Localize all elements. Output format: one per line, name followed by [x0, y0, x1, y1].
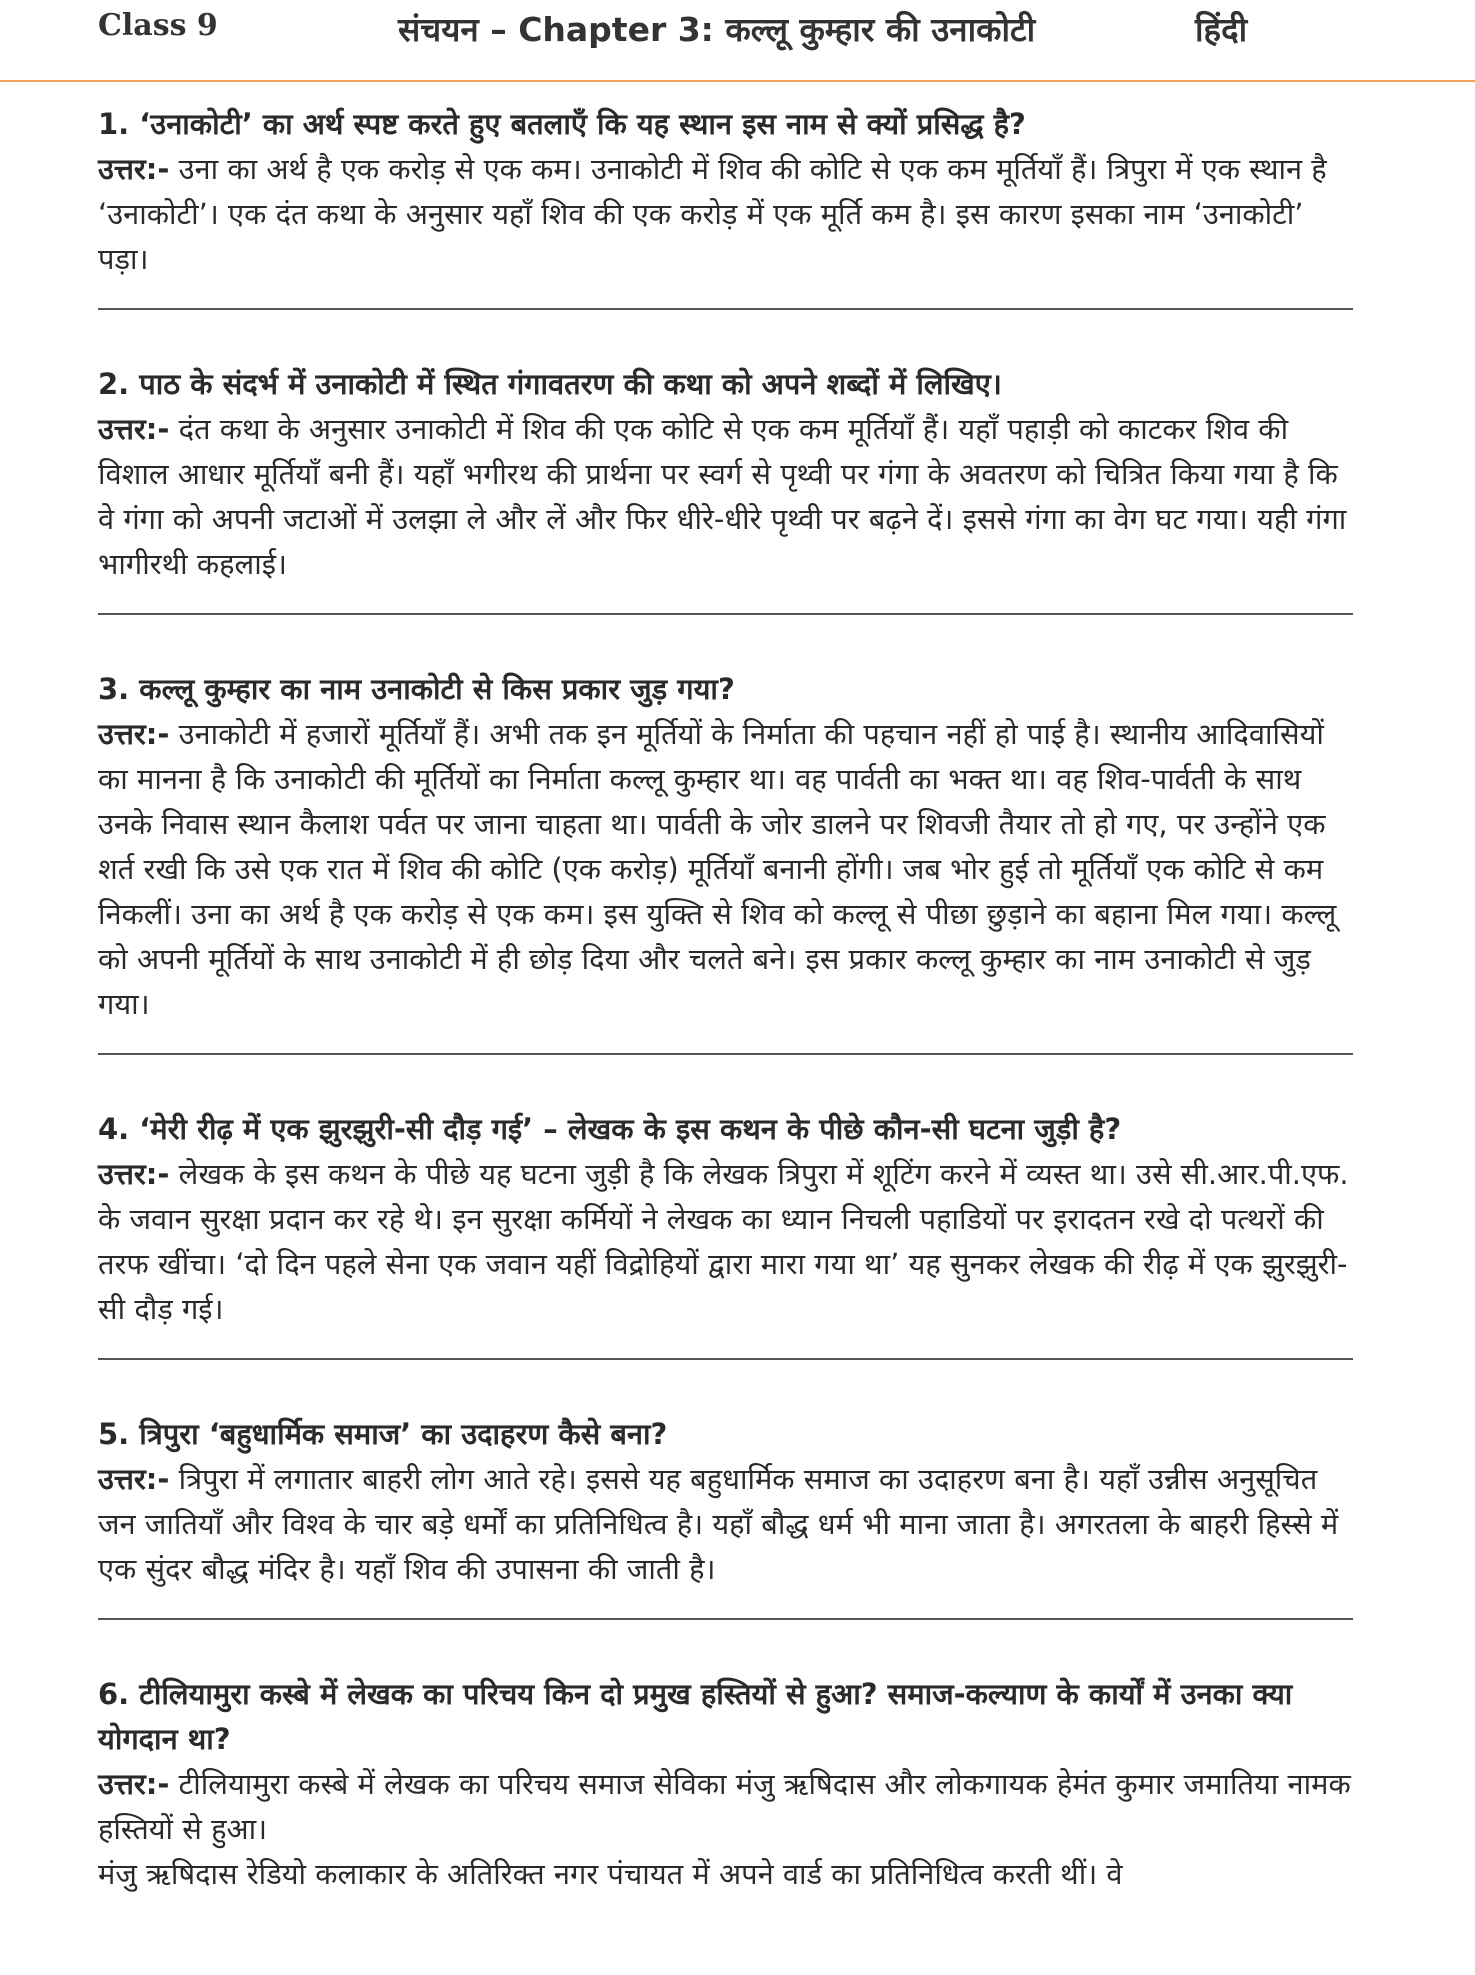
qa-item: [98, 346, 1353, 615]
answer-text: [98, 1152, 1353, 1332]
question-text: 3. कल्लू कुम्हार का नाम उनाकोटी से किस प्रकार जुड़ गया?: [98, 672, 735, 706]
answer-label: उत्तर:-: [98, 152, 170, 186]
class-label: Class 9: [98, 8, 218, 43]
answer-text: [98, 1762, 1353, 1852]
answer-body: उनाकोटी में हजारों मूर्तियाँ हैं। अभी तक इन मूर्तियों के निर्माता की पहचान नहीं हो पाई है। स्थानीय आदिवासियों का मानना है कि उनाकोटी की मूर्तियों का निर्माता कल्लू कुम्हार था। वह पार्वती का भक्त था। वह शिव-पार्वती के साथ उनके निवास स्थान कैलाश पर्वत पर जाना चाहता था। पार्वती के जोर डालने पर शिवजी तैयार तो हो गए, पर उन्होंने एक शर्त रखी कि उसे एक रात में शिव की कोटि (एक करोड़) मूर्तियाँ बनानी होंगी। जब भोर हुई तो मूर्तियाँ एक कोटि से कम निकलीं। उना का अर्थ है एक करोड़ से एक कम। इस युक्ति से शिव को कल्लू से पीछा छुड़ाने का बहाना मिल गया। कल्लू को अपनी मूर्तियों के साथ उनाकोटी में ही छोड़ दिया और चलते बने। इस प्रकार कल्लू कुम्हार का नाम उनाकोटी से जुड़ गया।: [98, 717, 1337, 1021]
qa-list: [98, 86, 1353, 1959]
question-text: 4. ‘मेरी रीढ़ में एक झुरझुरी-सी दौड़ गई’ – लेखक के इस कथन के पीछे कौन-सी घटना जुड़ी है?: [98, 1112, 1122, 1146]
question-text: 2. पाठ के संदर्भ में उनाकोटी में स्थित गंगावतरण की कथा को अपने शब्दों में लिखिए।: [98, 367, 1002, 401]
subject-label: हिंदी: [1195, 10, 1248, 49]
answer-body: त्रिपुरा में लगातार बाहरी लोग आते रहे। इससे यह बहुधार्मिक समाज का उदाहरण बना है। यहाँ उन्नीस अनुसूचित जन जातियाँ और विश्व के चार बड़े धर्मों का प्रतिनिधित्व है। यहाँ बौद्ध धर्म भी माना जाता है। अगरतला के बाहरी हिस्से में एक सुंदर बौद्ध मंदिर है। यहाँ शिव की उपासना की जाती है।: [98, 1462, 1339, 1586]
answer-text: [98, 1457, 1353, 1592]
question-text: 1. ‘उनाकोटी’ का अर्थ स्पष्ट करते हुए बतलाएँ कि यह स्थान इस नाम से क्यों प्रसिद्ध है?: [98, 107, 1026, 141]
answer-label: उत्तर:-: [98, 412, 170, 446]
qa-item: [98, 1396, 1353, 1620]
answer-label: उत्तर:-: [98, 1462, 170, 1496]
answer-text: [98, 712, 1353, 1027]
page-header: [0, 0, 1475, 82]
qa-item: [98, 1091, 1353, 1360]
answer-text: [98, 407, 1353, 587]
answer-body: लेखक के इस कथन के पीछे यह घटना जुड़ी है कि लेखक त्रिपुरा में शूटिंग करने में व्यस्त था। उसे सी.आर.पी.एफ. के जवान सुरक्षा प्रदान कर रहे थे। इन सुरक्षा कर्मियों ने लेखक का ध्यान निचली पहाडियों पर इरादतन रखे दो पत्थरों की तरफ खींचा। ‘दो दिन पहले सेना एक जवान यहीं विद्रोहियों द्वारा मारा गया था’ यह सुनकर लेखक की रीढ़ में एक झुरझुरी-सी दौड़ गई।: [98, 1157, 1349, 1326]
question-text: 5. त्रिपुरा ‘बहुधार्मिक समाज’ का उदाहरण कैसे बना?: [98, 1417, 668, 1451]
chapter-title: संचयन – Chapter 3: कल्लू कुम्हार की उनाकोटी: [398, 10, 1036, 49]
qa-item: [98, 651, 1353, 1055]
answer-label: उत्तर:-: [98, 717, 170, 751]
answer-text: [98, 147, 1353, 282]
answer-body: टीलियामुरा कस्बे में लेखक का परिचय समाज सेविका मंजु ऋषिदास और लोकगायक हेमंत कुमार जमातिया नामक हस्तियों से हुआ।: [98, 1767, 1351, 1846]
question-text: 6. टीलियामुरा कस्बे में लेखक का परिचय किन दो प्रमुख हस्तियों से हुआ? समाज-कल्याण के कार्यों में उनका क्या योगदान था?: [98, 1677, 1293, 1756]
qa-item: [98, 1656, 1353, 1923]
qa-item: [98, 86, 1353, 310]
answer-label: उत्तर:-: [98, 1157, 170, 1191]
answer-body: दंत कथा के अनुसार उनाकोटी में शिव की एक कोटि से एक कम मूर्तियाँ हैं। यहाँ पहाड़ी को काटकर शिव की विशाल आधार मूर्तियाँ बनी हैं। यहाँ भगीरथ की प्रार्थना पर स्वर्ग से पृथ्वी पर गंगा के अवतरण को चित्रित किया गया है कि वे गंगा को अपनी जटाओं में उलझा ले और लें और फिर धीरे-धीरे पृथ्वी पर बढ़ने दें। इससे गंगा का वेग घट गया। यही गंगा भागीरथी कहलाई।: [98, 412, 1347, 581]
answer-continuation: मंजु ऋषिदास रेडियो कलाकार के अतिरिक्त नगर पंचायत में अपने वार्ड का प्रतिनिधित्व करती थीं। वे: [98, 1857, 1123, 1891]
answer-body: उना का अर्थ है एक करोड़ से एक कम। उनाकोटी में शिव की कोटि से एक कम मूर्तियाँ हैं। त्रिपुरा में एक स्थान है ‘उनाकोटी’। एक दंत कथा के अनुसार यहाँ शिव की एक करोड़ में एक मूर्ति कम है। इस कारण इसका नाम ‘उनाकोटी’ पड़ा।: [98, 152, 1327, 276]
answer-label: उत्तर:-: [98, 1767, 170, 1801]
